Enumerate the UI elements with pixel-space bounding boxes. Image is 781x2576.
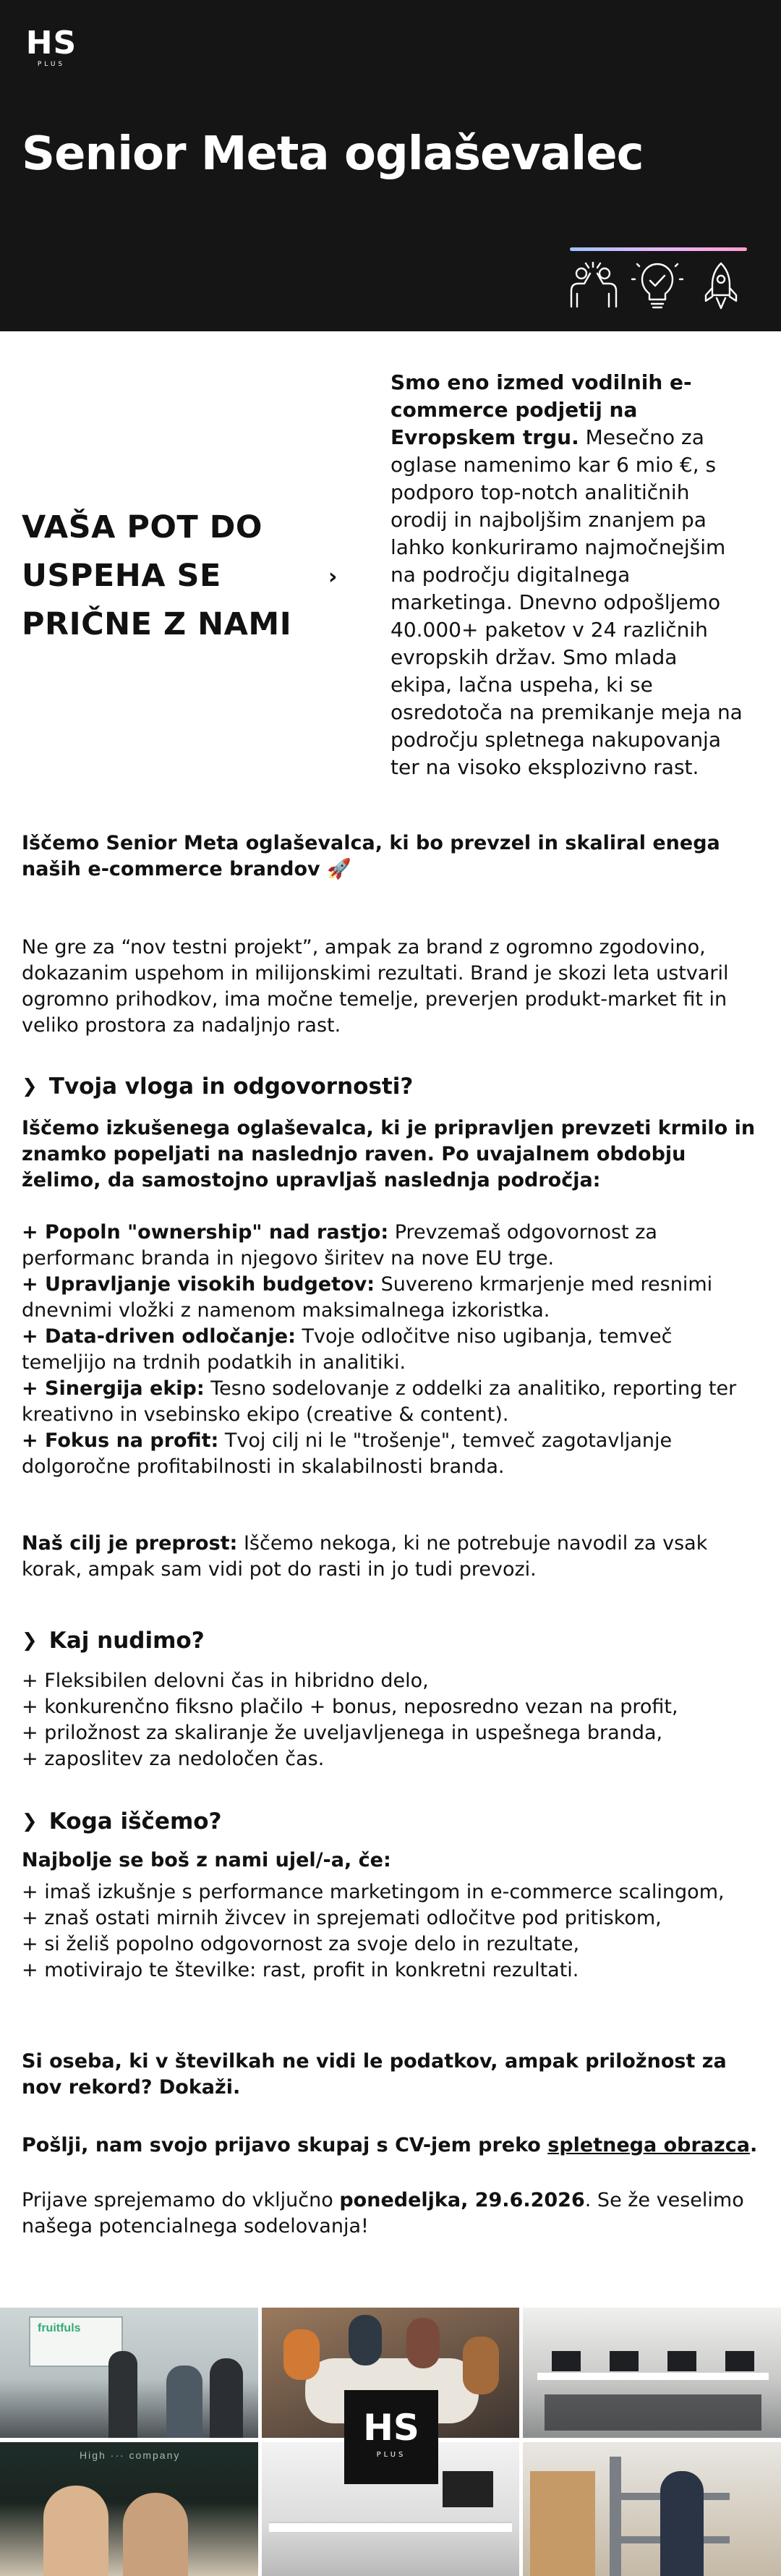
company-description-rest: Mesečno za oglase namenimo kar 6 mio €, s podporo top-notch analitičnih orodij in najboljšim znanjem pa lahko konkuriramo najmočnejšim na področju digitalnega marketinga. Dnevno odpošljemo 40.000+ paketov v 24 različnih evropskih držav. Smo mlada ekipa, lačna uspeha, ki se osredotoča na premikanje meja na področju spletnega nakupovanja ter na visoko eksplozivno rast. [390, 425, 743, 779]
monitor [725, 2351, 754, 2371]
list-item: + priložnost za skaliranje že uveljavljenega in uspešnega branda, [22, 1722, 663, 1744]
company-logo[interactable] [22, 27, 81, 68]
list-item-text: Tvoj cilj ni le "trošenje", temveč zagotavljanje dolgoročne profitabilnosti in skalabilnosti branda. [22, 1429, 673, 1478]
section-title-role-text: Tvoja vloga in odgovornosti? [48, 1074, 414, 1100]
list-item: + znaš ostati mirnih živcev in sprejemati odločitve pod pritiskom, [22, 1907, 662, 1929]
apply-suffix: . [749, 2134, 758, 2156]
logo-subtext: PLUS [37, 61, 66, 68]
section-title-seeking-text: Koga iščemo? [48, 1808, 222, 1835]
section-title-offer [22, 1628, 205, 1654]
section-title-seeking [22, 1808, 222, 1835]
hero-icon-row [567, 262, 748, 310]
list-item-label: + Fokus na profit: [22, 1429, 219, 1452]
company-description [390, 369, 745, 781]
monitor [552, 2351, 581, 2371]
deadline-prefix: Prijave sprejemamo do vključno [22, 2189, 340, 2211]
intro-heading: VAŠA POT DO USPEHA SE PRIČNE Z NAMI [22, 509, 292, 642]
chevron-right-icon: › [328, 564, 338, 590]
office-photo-meeting [0, 2308, 258, 2438]
list-item-text: Tvoje odločitve niso ugibanja, temveč temeljijo na trdnih podatkih in analitiki. [22, 1325, 673, 1374]
desk [269, 2522, 512, 2532]
role-goal-text: Iščemo nekoga, ki ne potrebuje navodil za vsak korak, ampak sam vidi pot do rasti in jo tudi prevozi. [22, 1532, 708, 1581]
list-item: + imaš izkušnje s performance marketingom in e-commerce scalingom, [22, 1881, 725, 1903]
list-item [22, 1428, 759, 1480]
person-silhouette [123, 2493, 188, 2576]
chairs [545, 2394, 761, 2431]
role-goal [22, 1531, 759, 1583]
whiteboard-text: fruitfuls [38, 2322, 81, 2334]
role-responsibility-list [22, 1220, 759, 1480]
section-title-offer-text: Kaj nudimo? [48, 1628, 205, 1654]
collage-logo-text: HS [363, 2407, 419, 2449]
lead-headline: Iščemo Senior Meta oglaševalca, ki bo prevzel in skaliral enega naših e-commerce brandov 🚀 [22, 832, 720, 880]
monitor [667, 2351, 696, 2371]
seeking-intro: Najbolje se boš z nami ujel/-a, če: [22, 1849, 391, 1871]
person-silhouette [283, 2329, 320, 2380]
company-description-bold: Smo eno izmed vodilnih e-commerce podjetij na Evropskem trgu. [390, 370, 692, 449]
rocket-icon [694, 262, 748, 310]
list-item: + Fleksibilen delovni čas in hibridno delo, [22, 1670, 429, 1692]
list-item [22, 1324, 759, 1376]
hero-banner [0, 0, 781, 331]
apply-prefix: Pošlji, nam svojo prijavo skupaj s CV-jem preko [22, 2134, 548, 2156]
seeking-list [22, 1879, 759, 1984]
list-item [22, 1272, 759, 1324]
list-item-label: + Upravljanje visokih budgetov: [22, 1273, 375, 1296]
list-item-label: + Data-driven odločanje: [22, 1325, 296, 1348]
office-photo-colleagues [0, 2442, 258, 2576]
shelf-post [610, 2457, 621, 2576]
application-form-link[interactable]: spletnega obrazca [547, 2134, 750, 2156]
person-silhouette [660, 2471, 704, 2576]
chevron-right-icon: ❯ [22, 1811, 38, 1832]
teamwork-icon [567, 262, 620, 310]
decorative-gradient-line [570, 247, 747, 251]
closing-challenge: Si oseba, ki v številkah ne vidi le podatkov, ampak priložnost za nov rekord? Dokaži. [22, 2050, 727, 2099]
person-silhouette [43, 2486, 108, 2576]
list-item: + motivirajo te številke: rast, profit in konkretni rezultati. [22, 1959, 579, 1981]
logo-text: HS [25, 25, 77, 61]
list-item-text: Prevzemaš odgovornost za performanc branda in njegovo širitev na nove EU trge. [22, 1221, 657, 1270]
office-photo-desks [523, 2308, 781, 2438]
chevron-right-icon: ❯ [22, 1630, 38, 1652]
deadline-note [22, 2188, 759, 2240]
list-item-text: Tesno sodelovanje z oddelki za analitiko, reporting ter kreativno in vsebinsko ekipo (creative & content). [22, 1377, 737, 1426]
person-silhouette [108, 2351, 137, 2438]
list-item: + zaposlitev za nedoločen čas. [22, 1748, 325, 1770]
monitor [610, 2351, 639, 2371]
lead-paragraph: Ne gre za “nov testni projekt”, ampak za brand z ogromno zgodovino, dokazanim uspehom in milijonskimi rezultati. Brand je skozi leta ustvaril ogromno prihodkov, ima močne temelje, preverjen produkt-market fit in veliko prostora za nadaljnjo rast. [22, 936, 729, 1037]
person-silhouette [406, 2318, 440, 2368]
offer-list [22, 1668, 759, 1772]
role-intro: Iščemo izkušenega oglaševalca, ki je pripravljen prevzeti krmilo in znamko popeljati na naslednjo raven. Po uvajalnem obdobju želimo, da samostojno upravljaš naslednja področja: [22, 1117, 756, 1191]
desk [537, 2373, 769, 2380]
chevron-right-icon: ❯ [22, 1076, 38, 1097]
section-title-role [22, 1074, 413, 1100]
deadline-suffix: . Se že veselimo našega potencialnega sodelovanja! [22, 2189, 744, 2237]
list-item [22, 1220, 759, 1272]
list-item: + konkurenčno fiksno plačilo + bonus, neposredno vezan na profit, [22, 1696, 678, 1718]
page-title: Senior Meta oglaševalec [22, 127, 644, 181]
list-item-label: + Popoln "ownership" nad rastjo: [22, 1221, 389, 1244]
list-item-label: + Sinergija ekip: [22, 1377, 205, 1400]
person-silhouette [463, 2337, 499, 2394]
wall-text: High ··· company [80, 2449, 181, 2461]
list-item-text: Suvereno krmarjenje med resnimi dnevnimi vložki z namenom maksimalnega izkoristka. [22, 1273, 713, 1322]
office-photo-warehouse [523, 2442, 781, 2576]
list-item: + si želiš popolno odgovornost za svoje delo in rezultate, [22, 1933, 580, 1955]
collage-logo-subtext: PLUS [376, 2451, 406, 2459]
boxes [530, 2471, 595, 2576]
deadline-date: ponedeljka, 29.6.2026 [339, 2189, 585, 2211]
person-silhouette [349, 2315, 382, 2365]
lightbulb-icon [631, 262, 684, 310]
list-item [22, 1376, 759, 1428]
person-silhouette [210, 2358, 243, 2438]
apply-instructions [22, 2133, 759, 2159]
person-silhouette [166, 2365, 202, 2438]
collage-logo [344, 2390, 438, 2484]
monitor [443, 2471, 493, 2507]
role-goal-label: Naš cilj je preprost: [22, 1532, 238, 1555]
